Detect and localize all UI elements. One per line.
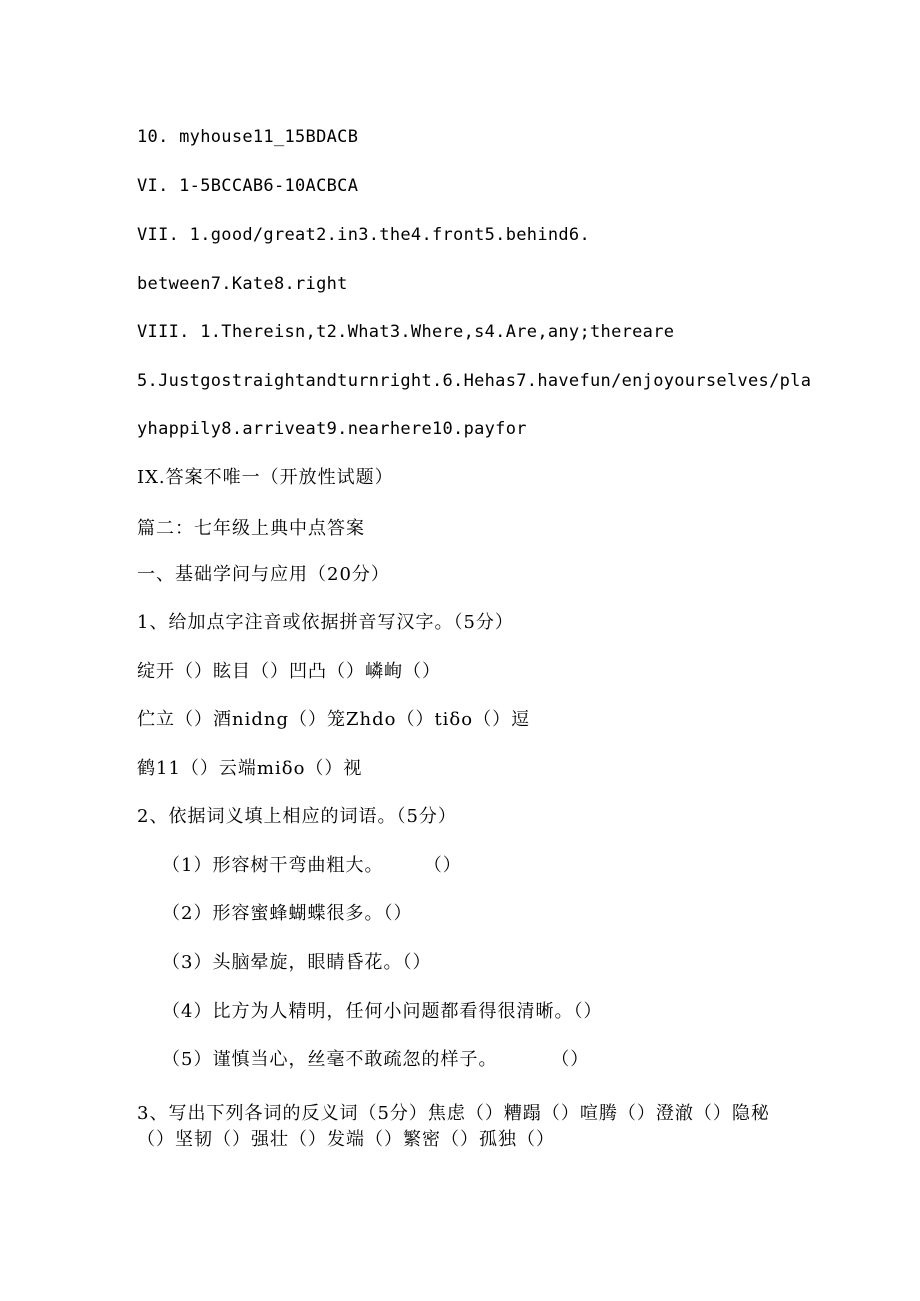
question-2-item-4: （4）比方为人精明，任何小问题都看得很清晰。（） — [162, 1001, 603, 1022]
answer-line-vii: VII. 1.good/great2.in3.the4.front5.behind6. — [137, 225, 590, 245]
question-2-item-1: （1）形容树干弯曲粗大。 （） — [162, 855, 462, 876]
section-title: 篇二：七年级上典中点答案 — [137, 518, 365, 539]
answer-line-viii-cont2: yhappily8.arriveat9.nearhere10.payfor — [137, 419, 527, 439]
question-2-item-5: （5）谨慎当心，丝毫不敢疏忽的样子。 （） — [162, 1049, 590, 1070]
part-heading: 一、基础学问与应用（20分） — [137, 564, 390, 585]
answer-line-vi: VI. 1-5BCCAB6-10ACBCA — [137, 176, 359, 196]
question-3: 3、写出下列各词的反义词（5分）焦虑（）糟蹋（）喧腾（）澄澈（）隐秘（）坚韧（）强壮（）发端（）繁密（）孤独（） — [137, 1103, 770, 1150]
question-1-line-a: 绽开（）眩目（）凹凸（）嶙峋（） — [137, 661, 441, 682]
question-1: 1、给加点字注音或依据拼音写汉字。（5分） — [137, 612, 514, 633]
answer-line-10: 10. myhouse11_15BDACB — [137, 127, 359, 147]
question-2-item-2: （2）形容蜜蜂蝴蝶很多。（） — [162, 903, 413, 924]
answer-line-ix: IX.答案不唯一（开放性试题） — [137, 467, 394, 488]
answer-line-vii-cont: between7.Kate8.right — [137, 274, 348, 294]
answer-line-viii-cont: 5.Justgostraightandturnright.6.Hehas7.havefun/enjoyourselves/pla — [137, 371, 812, 391]
question-1-line-c: 鹤11（）云端miδo（）视 — [137, 758, 363, 779]
question-1-line-b: 伫立（）酒nidng（）笼Zhdo（）tiδo（）逗 — [137, 709, 531, 730]
question-2-item-3: （3）头脑晕旋，眼睛昏花。（） — [162, 952, 432, 973]
question-2: 2、依据词义填上相应的词语。（5分） — [137, 806, 457, 827]
answer-line-viii: VIII. 1.Thereisn,t2.What3.Where,s4.Are,any;thereare — [137, 322, 675, 342]
